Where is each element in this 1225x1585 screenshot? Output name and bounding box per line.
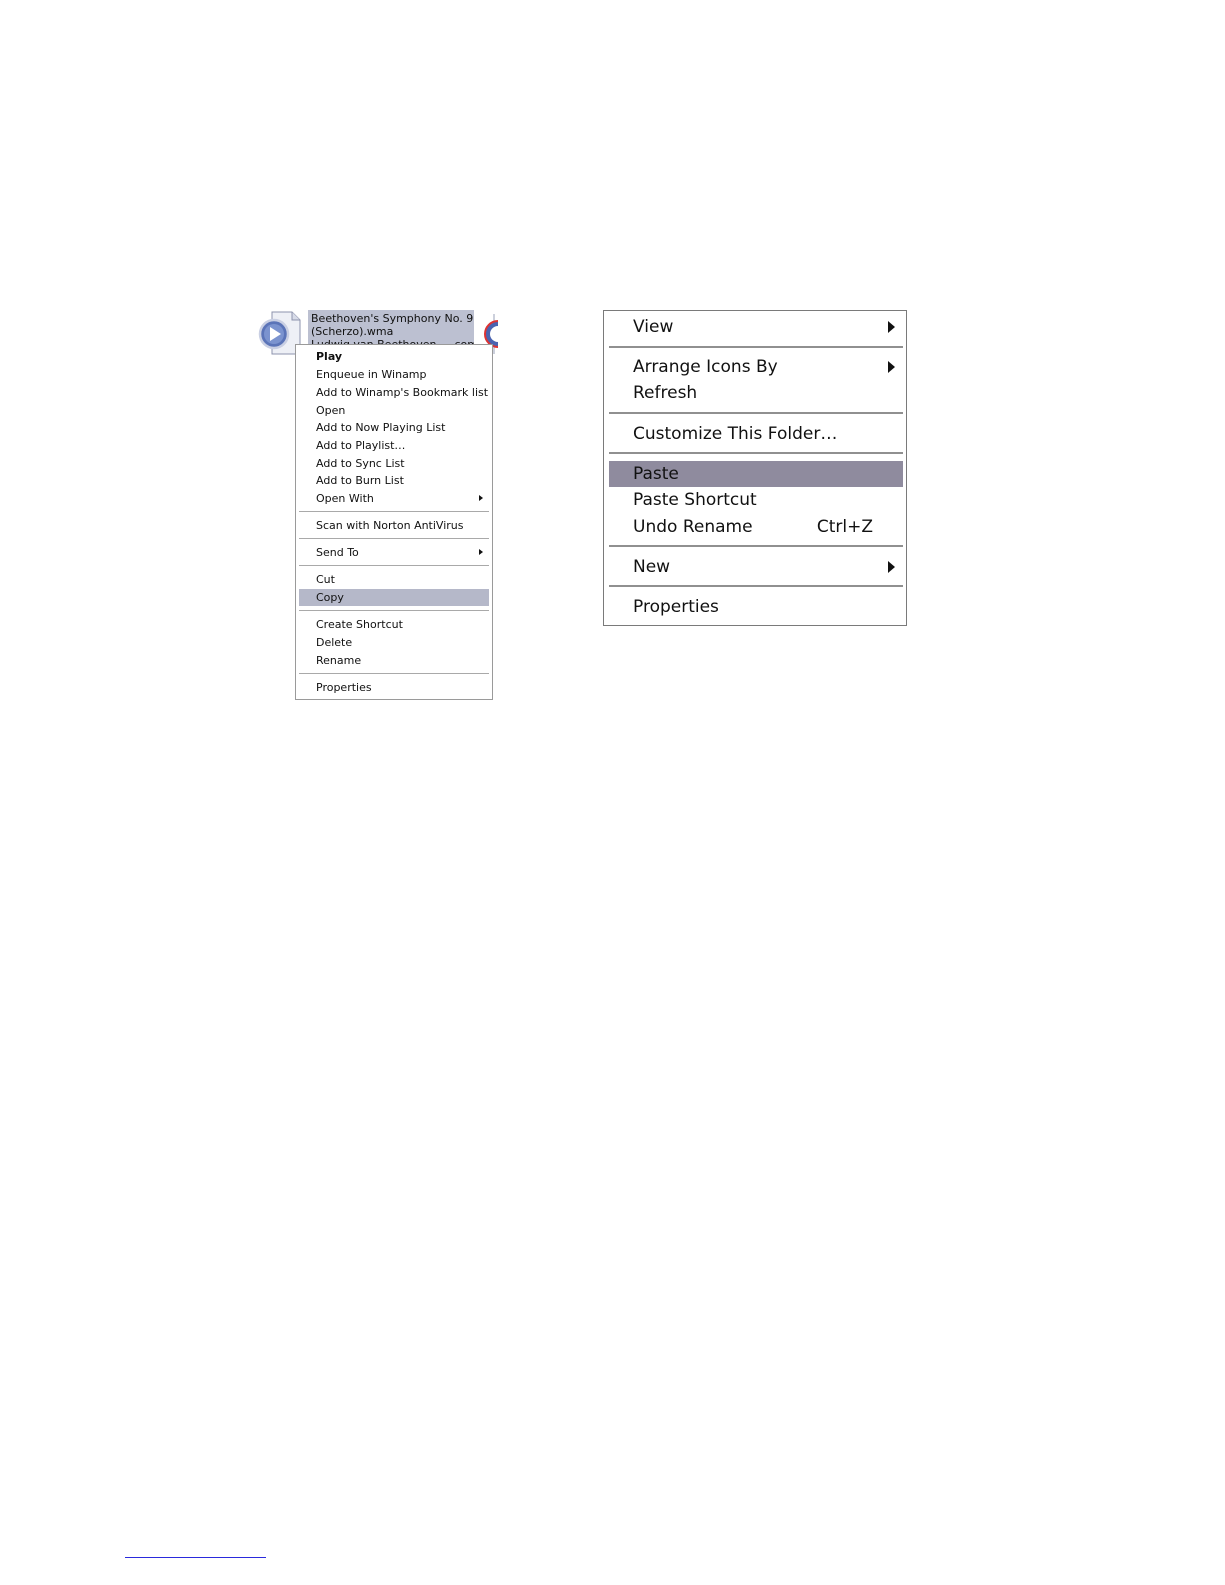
menu-item-add-sync-list[interactable] <box>299 455 489 472</box>
desktop-context-menu <box>603 310 907 626</box>
menu-item-label: Rename <box>316 654 362 667</box>
file-context-menu <box>295 344 493 700</box>
submenu-arrow-icon <box>479 549 483 555</box>
menu-item-label: Arrange Icons By <box>633 357 778 377</box>
menu-item-label: Paste Shortcut <box>633 490 757 510</box>
menu-item-undo-rename[interactable] <box>609 514 903 540</box>
menu-item-label: Copy <box>316 591 344 604</box>
footnote-divider <box>125 1557 266 1558</box>
menu-item-paste-shortcut[interactable] <box>609 487 903 513</box>
menu-item-paste[interactable] <box>609 461 903 487</box>
menu-separator <box>299 511 489 512</box>
submenu-arrow-icon <box>888 321 895 333</box>
file-name-line-1: Beethoven's Symphony No. 9 <box>311 312 474 325</box>
menu-separator <box>609 346 903 348</box>
menu-separator <box>299 673 489 674</box>
menu-separator <box>609 545 903 547</box>
menu-item-label: Enqueue in Winamp <box>316 368 427 381</box>
menu-item-add-burn-list[interactable] <box>299 472 489 489</box>
menu-item-label: Properties <box>316 681 372 694</box>
shortcut-hint: Ctrl+Z <box>816 517 873 537</box>
menu-item-label: Add to Sync List <box>316 457 405 470</box>
menu-item-refresh[interactable] <box>609 380 903 406</box>
menu-item-label: Add to Burn List <box>316 474 404 487</box>
menu-item-label: Delete <box>316 636 353 649</box>
menu-item-label: Open <box>316 404 346 417</box>
menu-item-label: Create Shortcut <box>316 618 403 631</box>
menu-item-delete[interactable] <box>299 634 489 651</box>
menu-item-add-playlist[interactable] <box>299 437 489 454</box>
menu-item-label: Add to Now Playing List <box>316 421 446 434</box>
menu-item-label: Undo Rename <box>633 517 753 537</box>
submenu-arrow-icon <box>479 495 483 501</box>
menu-item-label: Play <box>316 350 343 363</box>
menu-item-label: View <box>633 317 674 337</box>
submenu-arrow-icon <box>888 361 895 373</box>
file-name-line-2: (Scherzo).wma <box>311 325 394 338</box>
menu-separator <box>609 412 903 414</box>
menu-item-arrange-icons-by[interactable] <box>609 354 903 380</box>
menu-item-scan-norton[interactable] <box>299 517 489 534</box>
menu-item-label: New <box>633 557 671 577</box>
menu-separator <box>299 538 489 539</box>
menu-item-play[interactable] <box>299 348 489 365</box>
menu-item-properties[interactable] <box>299 679 489 696</box>
menu-item-winamp-bookmark[interactable] <box>299 384 489 401</box>
menu-item-enqueue-winamp[interactable] <box>299 366 489 383</box>
menu-item-open-with[interactable] <box>299 490 489 507</box>
menu-item-copy[interactable] <box>299 589 489 606</box>
menu-separator <box>609 585 903 587</box>
menu-separator <box>299 610 489 611</box>
menu-item-add-now-playing[interactable] <box>299 419 489 436</box>
menu-item-label: Refresh <box>633 383 698 403</box>
menu-item-label: Open With <box>316 492 374 505</box>
menu-separator <box>299 565 489 566</box>
menu-item-label: Properties <box>633 597 719 617</box>
menu-item-label: Scan with Norton AntiVirus <box>316 519 464 532</box>
menu-separator <box>609 452 903 454</box>
menu-item-label: Customize This Folder… <box>633 424 838 444</box>
menu-item-label: Paste <box>633 464 679 484</box>
menu-item-rename[interactable] <box>299 652 489 669</box>
menu-item-label: Cut <box>316 573 335 586</box>
menu-item-send-to[interactable] <box>299 544 489 561</box>
menu-item-customize-folder[interactable] <box>609 421 903 447</box>
menu-item-open[interactable] <box>299 402 489 419</box>
menu-item-properties[interactable] <box>609 594 903 620</box>
menu-item-label: Add to Winamp's Bookmark list <box>316 386 489 399</box>
menu-item-label: Add to Playlist… <box>316 439 406 452</box>
submenu-arrow-icon <box>888 561 895 573</box>
menu-item-cut[interactable] <box>299 571 489 588</box>
menu-item-create-shortcut[interactable] <box>299 616 489 633</box>
menu-item-label: Send To <box>316 546 359 559</box>
menu-item-new[interactable] <box>609 554 903 580</box>
menu-item-view[interactable] <box>609 314 903 340</box>
